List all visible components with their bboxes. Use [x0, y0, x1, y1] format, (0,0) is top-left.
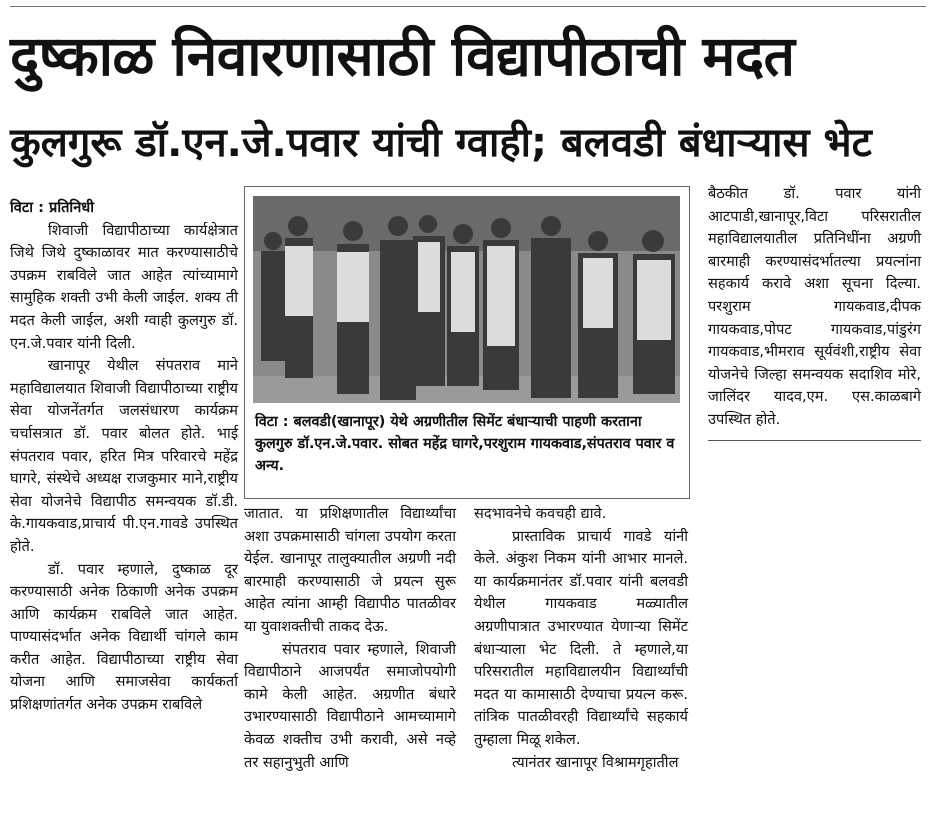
- top-rule: [10, 6, 926, 7]
- paragraph: संपतराव पवार म्हणाले, शिवाजी विद्यापीठाने आजपर्यंत समाजोपयोगी कामे केली आहेत. अग्रणीत बंधारे उभारण्यासाठी विद्यापीठाने आमच्यामागे केवळ शक्तीच उभी करावी, असे नव्हे तर सहानुभुती आणि: [244, 640, 456, 771]
- paragraph: शिवाजी विद्यापीठाच्या कार्यक्षेत्रात जिथे जिथे दुष्काळावर मात करण्यासाठीचे उपक्रम राबविले जात आहेत त्यांच्यामागे सामुहिक शक्ती उभी केली जाईल. शक्य ती मदत केली जाईल, अशी ग्वाही कुलगुरु डॉ. एन.जे.पवार यांनी दिली.: [10, 221, 238, 352]
- article-column-4: [708, 183, 921, 441]
- photo-caption: विटा : बलवडी(खानापूर) येथे अग्रणीतील सिमेंट बंधाऱ्याची पाहणी करताना कुलगुरु डॉ.एन.जे.पवार. सोबत महेंद्र घागरे,परशुराम गायकवाड,संपतराव पवार व अन्य.: [255, 414, 675, 474]
- paragraph: खानापूर येथील संपतराव माने महाविद्यालयात शिवाजी विद्यापीठाच्या राष्ट्रीय सेवा योजनेंतर्गत जलसंधारण कार्यक्रम चर्चासत्रात डॉ. पवार बोलत होते. भाई संपतराव पवार, हरित मित्र परिवारचे महेंद्र घागरे, संस्थेचे अध्यक्ष राजकुमार माने,राष्ट्रीय सेवा योजनेचे विद्यापीठ समन्वयक डॉ.डी. के.गायकवाड,प्राचार्य पी.एन.गावडे उपस्थित होते.: [10, 357, 238, 555]
- headline: दुष्काळ निवारणासाठी विद्यापीठाची मदत: [10, 24, 795, 88]
- paragraph: प्रास्ताविक प्राचार्य गावडे यांनी केले. अंकुश निकम यांनी आभार मानले. या कार्यक्रमानंतर डॉ.पवार यांनी बलवडी येथील गायकवाड मळ्यातील अग्रणीपात्रात उभारण्यात येणाऱ्या सिमेंट बंधाऱ्याला भेट दिली. ते म्हणाले,या परिसरातील महाविद्यालयीन विद्यार्थ्यांची मदत या कामासाठी देण्याचा प्रयत्न करू. तांत्रिक पातळीवरही विद्यार्थ्यांचे सहकार्य तुम्हाला मिळू शकेल.: [474, 527, 688, 748]
- paragraph: त्यानंतर खानापूर विश्रामगृहातील: [512, 753, 679, 771]
- paragraph: डॉ. पवार म्हणाले, दुष्काळ दूर करण्यासाठी अनेक ठिकाणी अनेक उपक्रम आणि कार्यक्रम राबविले जात आहेत. पाण्यासंदर्भात अनेक विद्यार्थी चांगले काम करीत आहेत. विद्यापीठाच्या राष्ट्रीय सेवा योजना आणि समाजसेवा कार्यकर्ता प्रशिक्षणांतर्गत अनेक उपक्रम राबविले: [10, 560, 238, 714]
- column-end-rule: [708, 440, 921, 441]
- article-column-2: [244, 503, 456, 774]
- paragraph: जातात. या प्रशिक्षणातील विद्यार्थ्यांचा अशा उपक्रमासाठी चांगला उपयोग करता येईल. खानापूर तालुक्यातील अग्रणी नदी बारमाही करण्यासाठी जे प्रयत्न सुरू आहेत त्यांना आम्ही विद्यापीठ पातळीवर या युवाशक्तीची ताकद देऊ.: [244, 505, 456, 635]
- paragraph: बैठकीत डॉ. पवार यांनी आटपाडी,खानापूर,विटा परिसरातील महाविद्यालयातील प्रतिनिधींना अग्रणी बारमाही करण्यासंदर्भातल्या प्रयत्नांना सहकार्य करावे अशा सूचना दिल्या. परशुराम गायकवाड,दीपक गायकवाड,पोपट गायकवाड,पांडुरंग गायकवाड,भीमराव सूर्यवंशी,राष्ट्रीय सेवा योजनेचे जिल्हा समन्वयक सदाशिव मोरे, जालिंदर यादव,एम. एस.काळबागे उपस्थित होते.: [708, 185, 921, 428]
- article-column-1: [10, 197, 238, 717]
- subheadline: कुलगुरू डॉ.एन.जे.पवार यांची ग्वाही; बलवडी बंधाऱ्यास भेट: [10, 120, 872, 166]
- group-photo: [253, 196, 680, 403]
- dateline: विटा : प्रतिनिधी: [10, 199, 95, 216]
- article-column-3: [474, 503, 688, 774]
- photo-frame: [244, 186, 690, 499]
- paragraph: सदभावनेचे कवचही द्यावे.: [474, 505, 607, 522]
